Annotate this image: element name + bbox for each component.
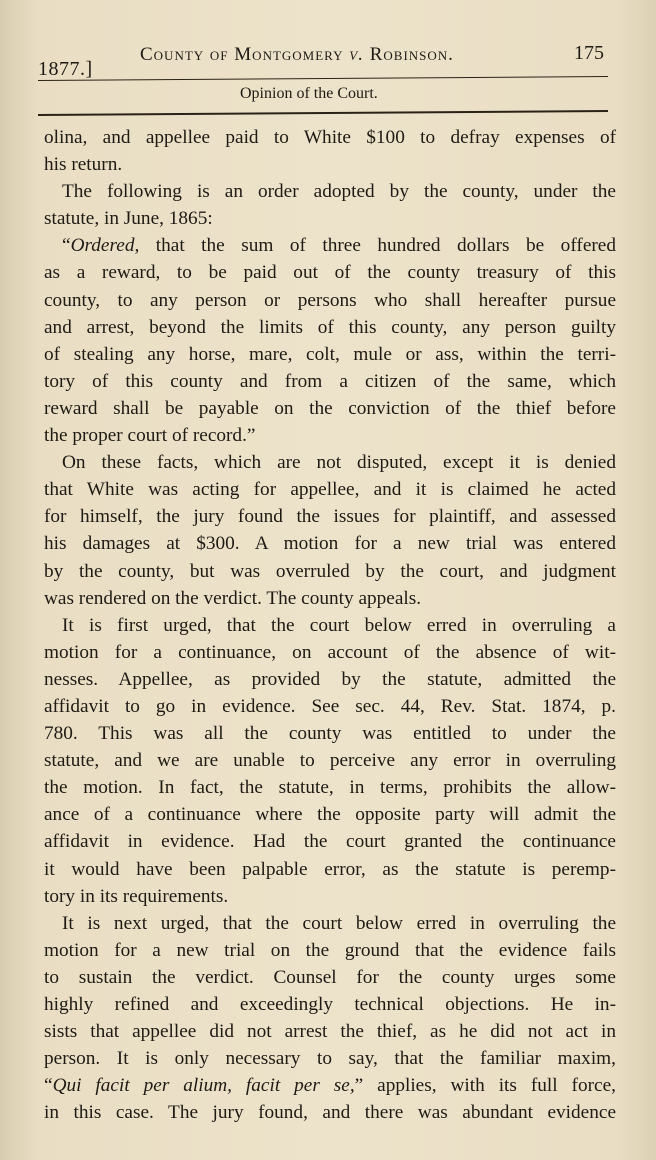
text-line: affidavit to go in evidence. See sec. 44, Rev. Stat. 1874, p. — [44, 695, 616, 717]
line-text-italic: Qui facit per alium, facit per se, — [52, 1075, 355, 1097]
text-line: sists that appellee did not arrest the thief, as he did not act in — [44, 1021, 616, 1043]
text-line: of stealing any horse, mare, colt, mule or ass, within the terri- — [44, 343, 616, 365]
year-label: 1877.] — [38, 58, 93, 80]
text-line: his damages at $300. A motion for a new trial was entered — [44, 533, 616, 555]
text-line: the motion. In fact, the statute, in terms, prohibits the allow- — [44, 777, 616, 799]
text-line: olina, and appellee paid to White $100 to defray expenses of — [44, 127, 616, 148]
text-line: to sustain the verdict. Counsel for the county urges some — [44, 966, 616, 988]
text-line: statute, and we are unable to perceive any error in overruling — [44, 750, 616, 772]
text-line: tory of this county and from a citizen of the same, which — [44, 370, 616, 392]
text-line: his return. — [44, 154, 123, 176]
text-line: reward shall be payable on the conviction of the thief before — [44, 397, 616, 419]
running-title — [140, 44, 454, 66]
page-header — [0, 0, 656, 110]
page-number: 175 — [574, 42, 604, 64]
text-line: in this case. The jury found, and there was abundant evidence — [44, 1102, 616, 1124]
line-text-pre: “ — [44, 1075, 53, 1097]
line-text-pre: “ — [62, 235, 71, 257]
section-heading: Opinion of the Court. — [240, 85, 378, 102]
text-line: motion for a new trial on the ground that the evidence fails — [44, 939, 616, 961]
text-line: motion for a continuance, on account of the absence of wit- — [44, 641, 616, 663]
text-line: nesses. Appellee, as provided by the statute, admitted the — [44, 668, 616, 690]
text-line: that White was acting for appellee, and it is claimed he acted — [44, 479, 616, 501]
running-title-part-b: Robinson. — [363, 44, 454, 65]
text-line: for himself, the jury found the issues for plaintiff, and assessed — [44, 506, 616, 528]
running-title-part-a: County of Montgomery — [140, 44, 350, 65]
text-line: as a reward, to be paid out of the county treasury of this — [44, 262, 616, 284]
text-line: highly refined and exceedingly technical objections. He in- — [44, 994, 616, 1015]
text-line — [44, 232, 616, 259]
text-line: The following is an order adopted by the county, under the — [62, 181, 616, 203]
text-line: ance of a continuance where the opposite party will admit the — [44, 804, 616, 826]
text-line: and arrest, beyond the limits of this county, any person guilty — [44, 316, 616, 338]
text-line: by the county, but was overruled by the court, and judgment — [44, 560, 616, 582]
text-line: It is first urged, that the court below erred in overruling a — [62, 614, 616, 636]
line-text-post: that the sum of three hundred dollars be offered — [139, 235, 616, 257]
text-line — [44, 1072, 616, 1099]
text-line: county, to any person or persons who shall hereafter pursue — [44, 289, 616, 311]
text-line: affidavit in evidence. Had the court granted the continuance — [44, 831, 616, 853]
text-line: the proper court of record.” — [44, 425, 256, 447]
text-line: On these facts, which are not disputed, except it is denied — [62, 452, 616, 474]
line-text-post: ” applies, with its full force, — [354, 1075, 616, 1097]
body-text — [44, 124, 616, 1126]
line-text-italic: Ordered, — [70, 235, 140, 257]
text-line: statute, in June, 1865: — [44, 208, 213, 230]
text-line: It is next urged, that the court below erred in overruling the — [62, 912, 616, 934]
header-rule-top — [38, 76, 608, 81]
text-line: was rendered on the verdict. The county appeals. — [44, 587, 422, 609]
running-title-versus: v. — [349, 44, 364, 65]
header-rule-bottom — [38, 110, 608, 116]
text-line: tory in its requirements. — [44, 885, 229, 907]
text-line: 780. This was all the county was entitled to under the — [44, 723, 616, 745]
text-line: person. It is only necessary to say, that the familiar maxim, — [44, 1048, 616, 1070]
text-line: it would have been palpable error, as the statute is peremp- — [44, 858, 616, 880]
